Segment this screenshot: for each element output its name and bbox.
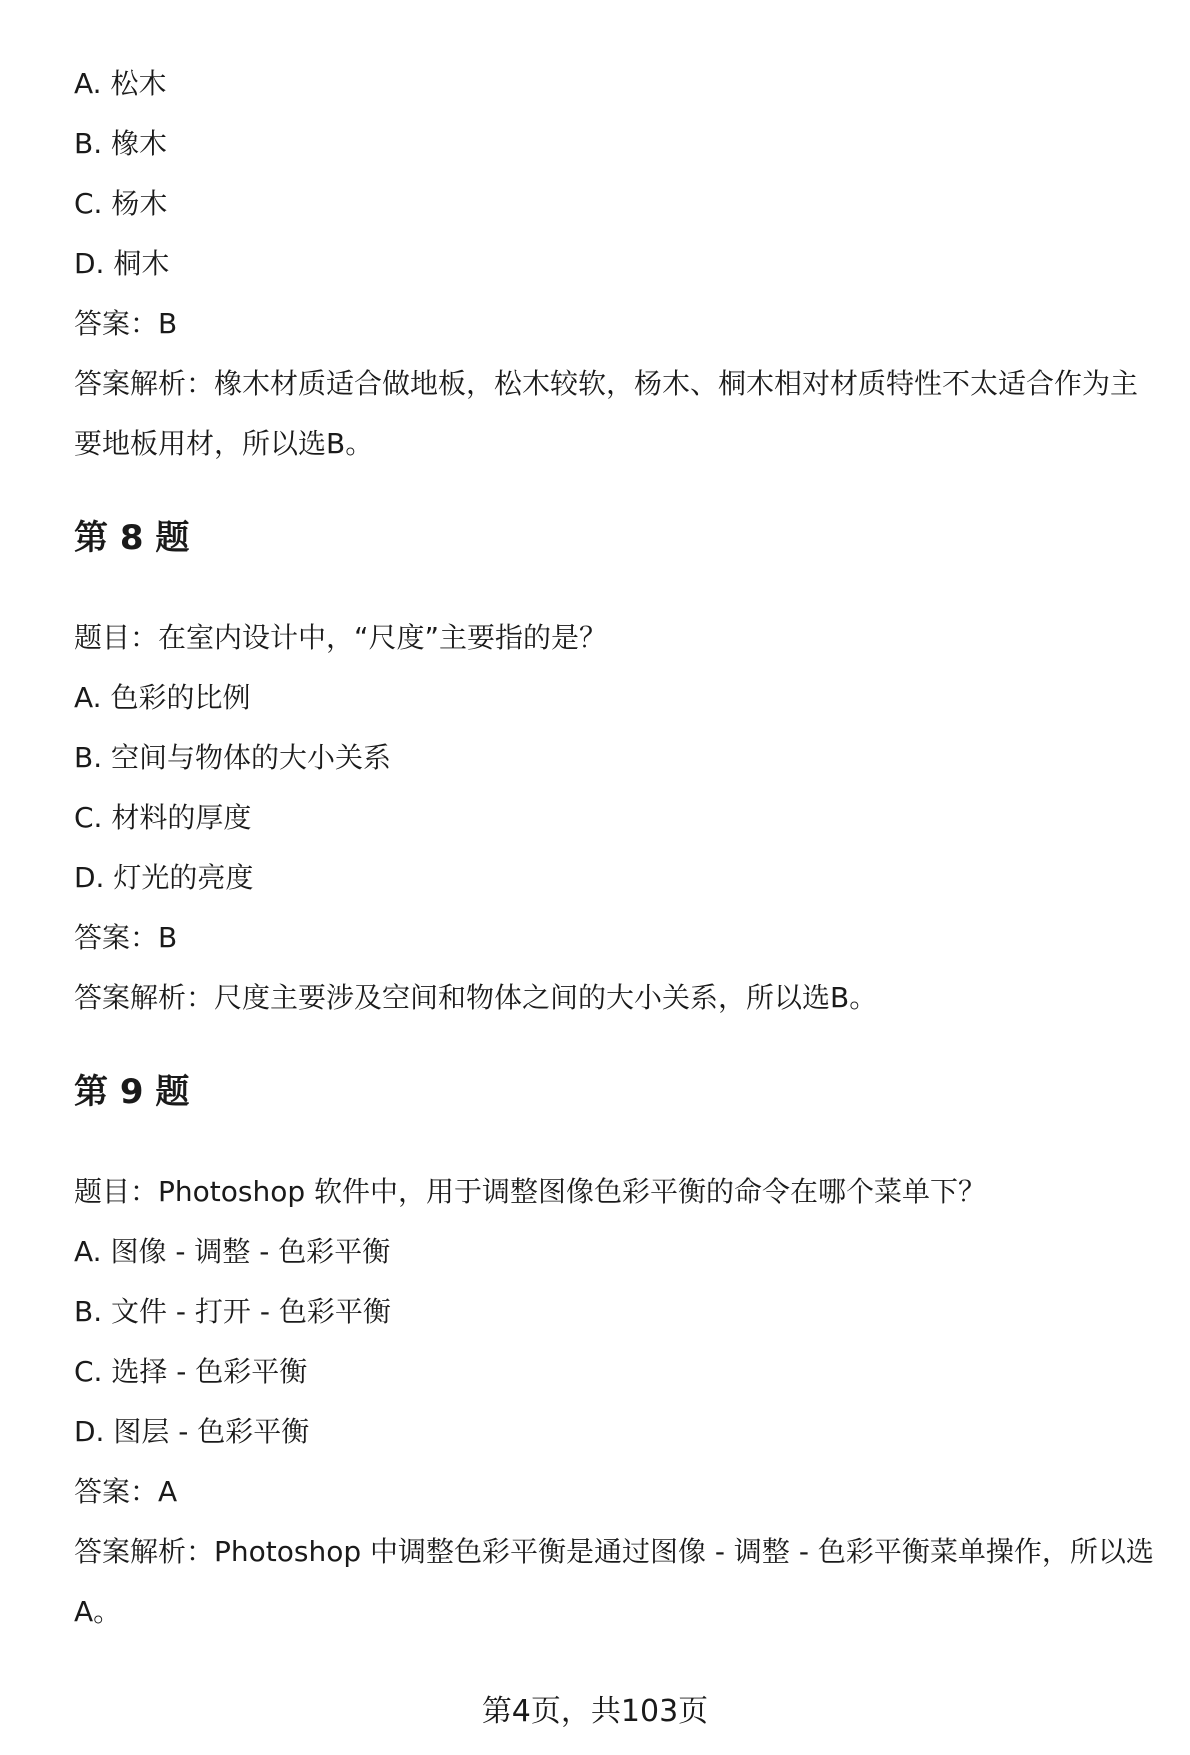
answer-analysis: 答案解析：Photoshop 中调整色彩平衡是通过图像 - 调整 - 色彩平衡菜单操作，所以选A。 xyxy=(74,1535,1154,1628)
page-content xyxy=(74,54,1164,1642)
option-b: B. 空间与物体的大小关系 xyxy=(74,741,392,774)
answer-analysis: 答案解析：橡木材质适合做地板，松木较软，杨木、桐木相对材质特性不太适合作为主要地板用材，所以选B。 xyxy=(74,367,1139,460)
option-a: A. 松木 xyxy=(74,67,167,100)
page-footer: 第4页，共103页 xyxy=(481,1694,709,1729)
option-a: A. 色彩的比例 xyxy=(74,681,251,714)
answer: 答案：B xyxy=(74,921,178,954)
option-c: C. 杨木 xyxy=(74,187,168,220)
question-9 xyxy=(74,1058,1164,1642)
answer: 答案：A xyxy=(74,1475,178,1508)
option-a: A. 图像 - 调整 - 色彩平衡 xyxy=(74,1235,391,1268)
question-heading: 第 9 题 xyxy=(74,1072,190,1112)
question-heading: 第 8 题 xyxy=(74,518,190,558)
question-8 xyxy=(74,504,1164,1028)
option-d: D. 桐木 xyxy=(74,247,170,280)
option-b: B. 橡木 xyxy=(74,127,168,160)
question-7-continued xyxy=(74,54,1164,474)
option-c: C. 材料的厚度 xyxy=(74,801,252,834)
option-d: D. 灯光的亮度 xyxy=(74,861,254,894)
question-text: 题目：Photoshop 软件中，用于调整图像色彩平衡的命令在哪个菜单下？ xyxy=(74,1175,987,1208)
answer-analysis: 答案解析：尺度主要涉及空间和物体之间的大小关系，所以选B。 xyxy=(74,981,878,1014)
option-b: B. 文件 - 打开 - 色彩平衡 xyxy=(74,1295,391,1328)
question-text: 题目：在室内设计中，“尺度”主要指的是？ xyxy=(74,621,608,654)
option-c: C. 选择 - 色彩平衡 xyxy=(74,1355,308,1388)
option-d: D. 图层 - 色彩平衡 xyxy=(74,1415,310,1448)
answer: 答案：B xyxy=(74,307,178,340)
